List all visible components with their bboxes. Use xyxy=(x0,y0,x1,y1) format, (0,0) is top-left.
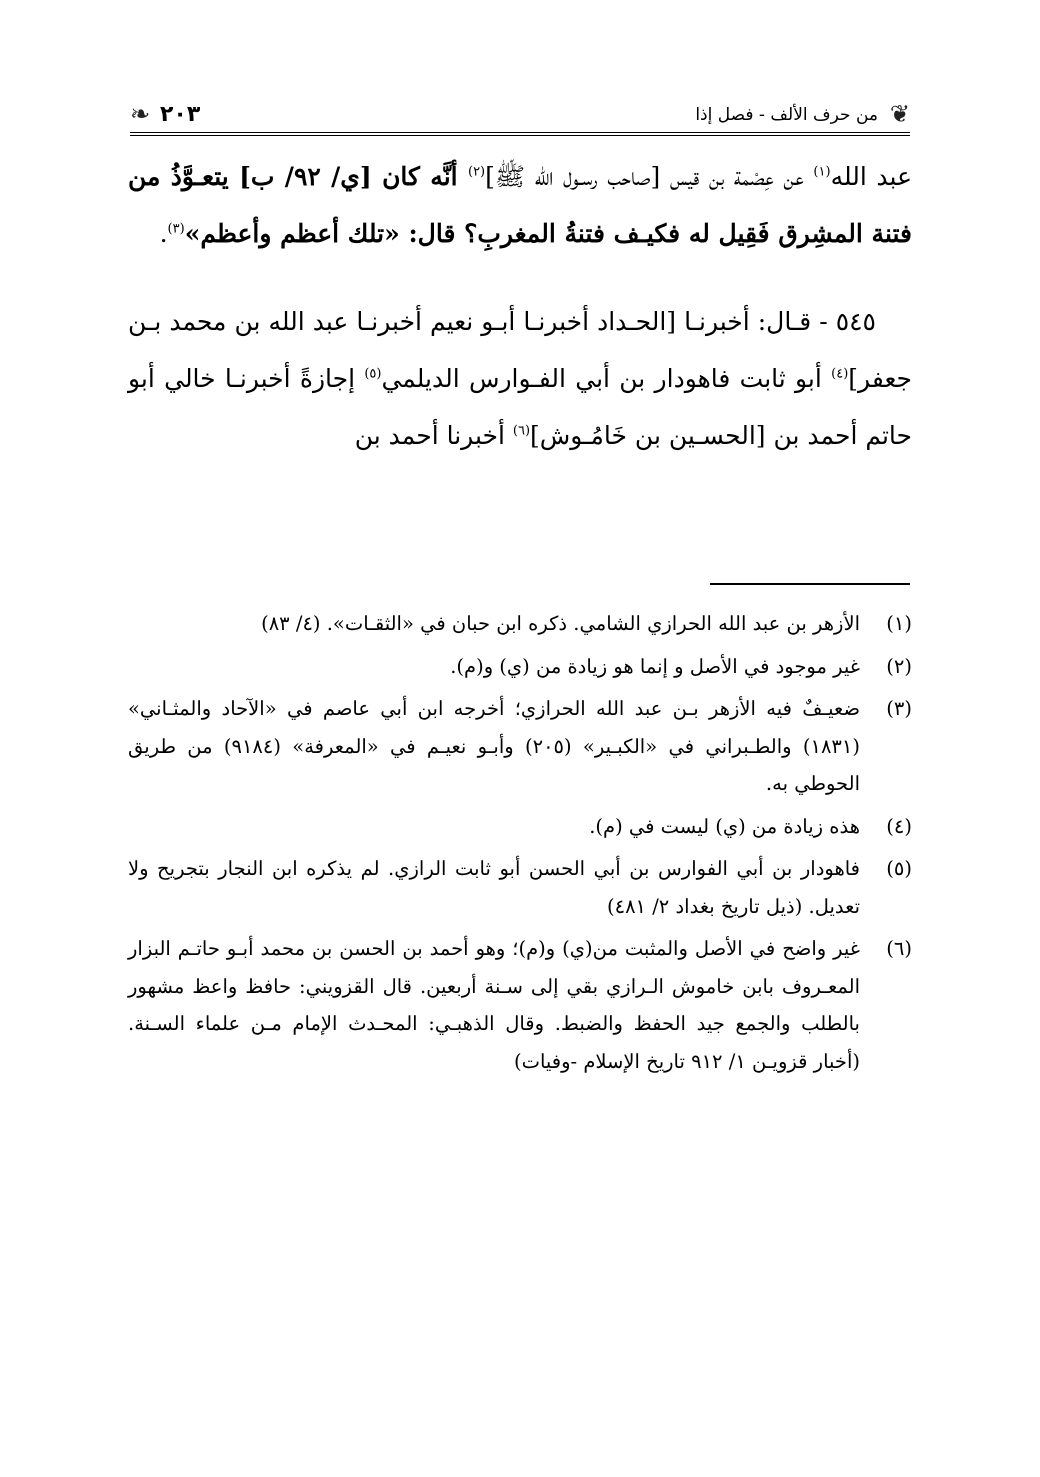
footnote-ref-5: (٥) xyxy=(364,366,382,382)
footnote-separator xyxy=(710,583,910,585)
footnote-text: هذه زيادة من (ي) ليست في (م). xyxy=(589,814,860,838)
footnote-text: الأزهر بن عبد الله الحرازي الشامي. ذكره ابن حبان في «الثقـات». (٤/ ٨٣) xyxy=(261,612,860,635)
main-text xyxy=(128,148,912,464)
footnote-ref-6: (٦) xyxy=(512,423,531,439)
para1-text-b: عن عِصْمة بن قيس [صاحب رسـول الله ﷺ] xyxy=(485,162,814,191)
page-number: ٢٠٣ xyxy=(160,102,201,127)
footnote-2 xyxy=(128,648,912,686)
page-header xyxy=(130,98,910,136)
footnote-1 xyxy=(128,605,912,643)
footnote-ref-3: (٣) xyxy=(167,221,185,237)
footnote-ref-1: (١) xyxy=(813,164,831,180)
footnote-text: ضعيـفٌ فيه الأزهر بـن عبد الله الحرازي؛ أخرجه ابن أبي عاصم في «الآحاد والمثـاني» (١٨٣١) والطـبراني في «الكبـير» (٢٠٥) وأبـو نعيـم في «المعرفة» (٩١٨٤) من طريق الحوطي به. xyxy=(128,697,860,795)
footnote-number: (٢) xyxy=(886,654,912,678)
ornament-right-icon: ❦ xyxy=(889,100,910,128)
para1-text-d: . xyxy=(159,219,168,248)
header-rule xyxy=(130,132,910,136)
paragraph-2 xyxy=(128,293,912,464)
footnote-text: غير واضح في الأصل والمثبت من(ي) و(م)؛ وهو أحمد بن الحسن بن محمد أبـو حاتـم البزار المعـروف بابن خاموش الـرازي بقي إلى سـنة أربعين. قال القزويني: حافظ واعظ مشهور بالطلب والجمع جيد الحفظ والضبط. وقال الذهبـي: المحـدث الإمام مـن علماء السـنة. (أخبار قزويـن ١/ ٩١٢ تاريخ الإسلام -وفيات) xyxy=(128,937,860,1073)
footnote-text: غير موجود في الأصل و إنما هو زيادة من (ي) و(م). xyxy=(450,654,860,678)
ornament-left-icon: ❧ xyxy=(130,100,151,128)
footnote-3 xyxy=(128,690,912,803)
footnote-number: (٣) xyxy=(886,697,912,720)
footnote-number: (١) xyxy=(886,612,912,635)
paragraph-1 xyxy=(128,148,912,262)
running-title: من حرف الألف - فصل إذا xyxy=(695,105,878,125)
para2-text-c: إجازةً أخبرنـا خالي أبو حاتم أحمد بن [الحسـين بن خَامُـوش] xyxy=(128,364,912,450)
footnote-number: (٦) xyxy=(886,937,912,960)
para2-text-a: ٥٤٥ - قـال: أخبرنـا [الحـداد أخبرنـا أبـو نعيم أخبرنـا عبد الله بن محمد بـن جعفر] xyxy=(128,307,912,393)
footnotes xyxy=(128,605,912,1085)
footnote-6 xyxy=(128,930,912,1080)
footnote-ref-2: (٢) xyxy=(467,164,486,180)
footnote-number: (٥) xyxy=(886,857,912,880)
para1-text-a: عبد الله xyxy=(830,162,912,191)
para2-text-d: أخبرنا أحمد بن xyxy=(354,421,513,450)
footnote-number: (٤) xyxy=(886,814,912,838)
footnote-5 xyxy=(128,850,912,925)
para2-text-b: أبو ثابت فاهودار بن أبي الفـوارس الديلمي xyxy=(381,364,832,393)
footnote-4 xyxy=(128,808,912,846)
para1-text-c: أنَّه كان [ي/ ٩٢/ ب] يتعـوَّذُ من فتنة المشِرق فَقِيل له فكيـف فتنةُ المغربِ؟ قال: «تلك أعظم وأعظم» xyxy=(128,162,912,248)
footnote-text: فاهودار بن أبي الفوارس بن أبي الحسن أبو ثابت الرازي. لم يذكره ابن النجار بتجريح ولا تعديل. (ذيل تاريخ بغداد ٢/ ٤٨١) xyxy=(128,857,860,918)
footnote-ref-4: (٤) xyxy=(831,366,849,382)
